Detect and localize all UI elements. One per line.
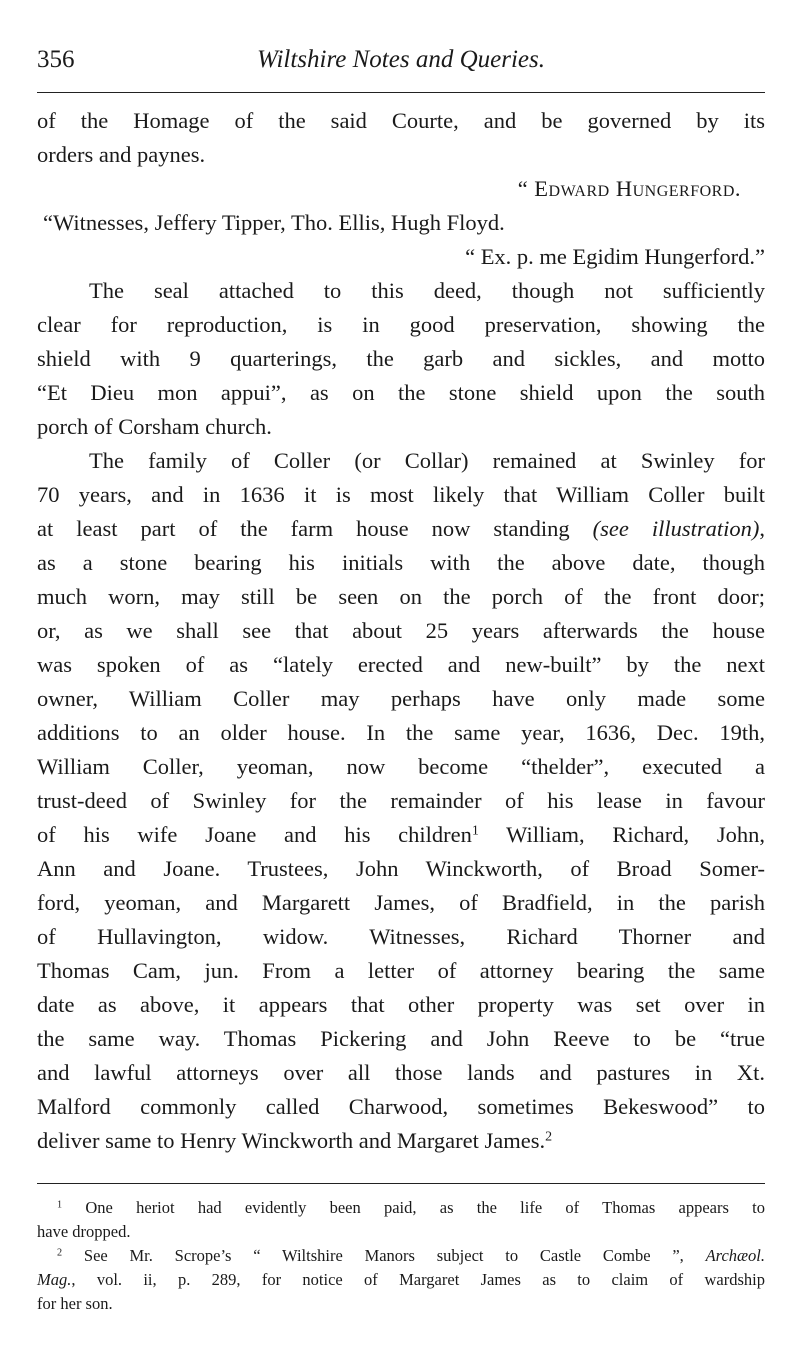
text-line: of Hullavington, widow. Witnesses, Richard Thorner and (37, 924, 765, 949)
text-line: The family of Coller (or Collar) remained at Swinley for (89, 448, 765, 473)
footnote-text: have dropped. (37, 1222, 131, 1241)
text-run: of his wife Joane and his children (37, 822, 472, 847)
text-line (37, 1124, 765, 1158)
text-line: much worn, may still be seen on the porch of the front door; (37, 584, 765, 609)
text-line: “Et Dieu mon appui”, as on the stone shield upon the south (37, 380, 765, 405)
footnote-ref: 1 (471, 823, 479, 839)
text-line: owner, William Coller may perhaps have only made some (37, 686, 765, 711)
text-line: as a stone bearing his initials with the above date, though (37, 550, 765, 575)
footnote-text: for her son. (37, 1294, 113, 1313)
text-line: the same way. Thomas Pickering and John Reeve to be “true (37, 1026, 765, 1051)
text-line: orders and paynes. (37, 142, 206, 167)
text-line: clear for reproduction, is in good preservation, showing the (37, 312, 765, 337)
text-line (37, 818, 765, 852)
text-run: William, Richard, John, (478, 822, 765, 847)
text-line: shield with 9 quarterings, the garb and sickles, and motto (37, 346, 765, 371)
footnote-mark: 1 (57, 1199, 63, 1211)
text-line: Thomas Cam, jun. From a letter of attorney bearing the same (37, 958, 765, 983)
footnote-text: One heriot had evidently been paid, as the life of Thomas appears to (85, 1198, 766, 1217)
text-line: trust-deed of Swinley for the remainder of his lease in favour (37, 788, 765, 813)
text-line: ford, yeoman, and Margarett James, of Bradfield, in the parish (37, 890, 765, 915)
text-line: date as above, it appears that other property was set over in (37, 992, 765, 1017)
text-line: 70 years, and in 1636 it is most likely that William Coller built (37, 482, 765, 507)
running-title: Wiltshire Notes and Queries. (257, 46, 545, 73)
text-line: porch of Corsham church. (37, 414, 272, 439)
text-line: and lawful attorneys over all those lands and pastures in Xt. (37, 1060, 765, 1085)
illustration-reference: (see illustration) (592, 516, 760, 541)
text-line: additions to an older house. In the same year, 1636, Dec. 19th, (37, 720, 765, 745)
footnote-text: See Mr. Scrope’s “ Wiltshire Manors subject to Castle Combe ”, (83, 1246, 706, 1265)
text-run: at least part of the farm house now standing (37, 516, 593, 541)
journal-title: Mag. (37, 1270, 72, 1289)
footnote-1 (37, 1196, 765, 1220)
text-line: or, as we shall see that about 25 years afterwards the house (37, 618, 765, 643)
signature-name: “ Edward Hungerford. (517, 176, 741, 201)
body-text (37, 104, 765, 1158)
header-rule (37, 92, 765, 93)
text-line (37, 512, 765, 546)
footnote-2 (37, 1244, 765, 1268)
footnote-line (37, 1268, 765, 1292)
text-line: Malford commonly called Charwood, sometimes Bekeswood” to (37, 1094, 765, 1119)
text-line: Ann and Joane. Trustees, John Winckworth, of Broad Somer- (37, 856, 765, 881)
text-line: The seal attached to this deed, though not sufficiently (89, 278, 765, 303)
page-number: 356 (37, 46, 75, 73)
footnote-text: , vol. ii, p. 289, for notice of Margaret James as to claim of wardship (71, 1270, 765, 1289)
witnesses-line: “Witnesses, Jeffery Tipper, Tho. Ellis, Hugh Floyd. (43, 210, 505, 235)
text-line: William Coller, yeoman, now become “thelder”, executed a (37, 754, 765, 779)
text-run: , (759, 516, 765, 541)
footnote-rule (37, 1183, 765, 1184)
text-run: deliver same to Henry Winckworth and Margaret James. (37, 1128, 546, 1153)
text-line: was spoken of as “lately erected and new-built” by the next (37, 652, 765, 677)
footnotes (37, 1196, 765, 1316)
journal-title: Archæol. (705, 1246, 765, 1265)
text-line: of the Homage of the said Courte, and be governed by its (37, 108, 765, 133)
footnote-mark: 2 (57, 1247, 63, 1259)
exp-line: “ Ex. p. me Egidim Hungerford.” (465, 244, 765, 269)
page-header (37, 46, 765, 82)
footnote-ref: 2 (545, 1129, 553, 1145)
